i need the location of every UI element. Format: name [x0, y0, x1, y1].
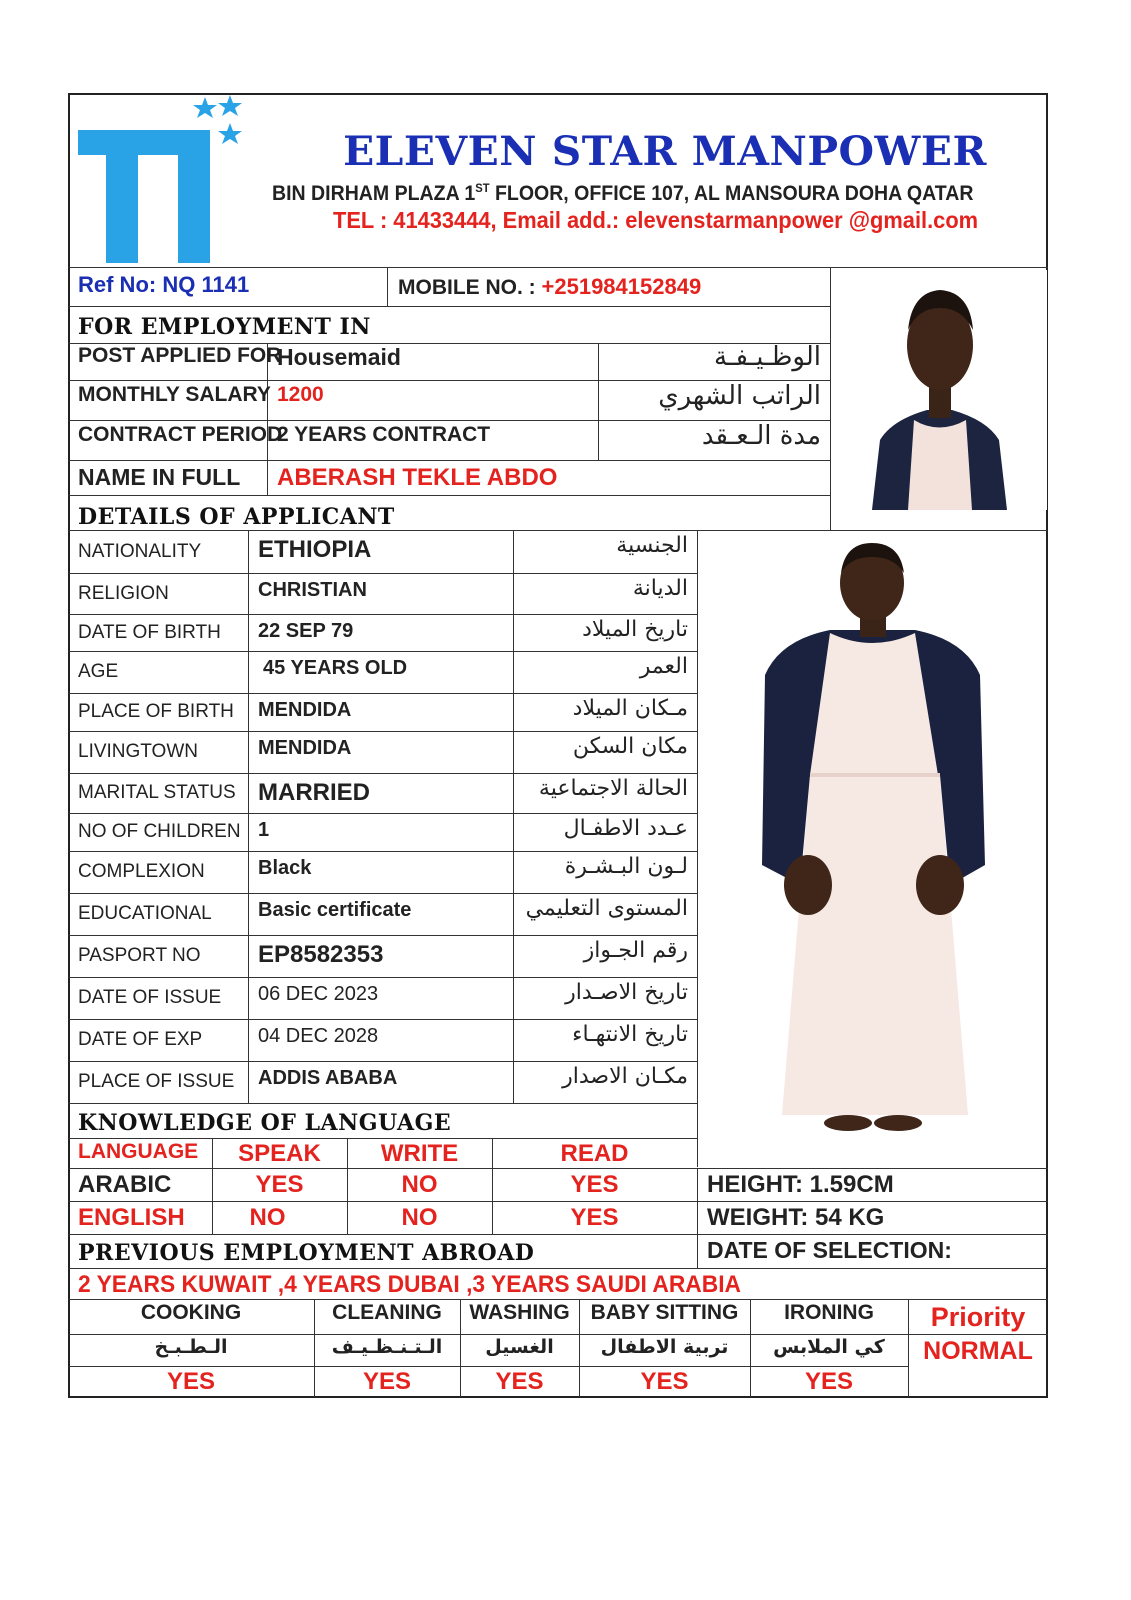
divider	[68, 1201, 1048, 1202]
arabic-read: YES	[570, 1171, 619, 1198]
detail-arabic-label: مكـان الاصدار	[562, 1064, 688, 1089]
detail-value: MENDIDA	[258, 699, 352, 721]
divider	[68, 1019, 697, 1020]
divider	[830, 268, 831, 530]
detail-label: PASPORT NO	[78, 945, 201, 966]
divider	[68, 614, 697, 615]
detail-value: ETHIOPIA	[258, 536, 372, 563]
detail-label: AGE	[78, 661, 119, 682]
company-logo	[78, 95, 253, 265]
name-label: NAME IN FULL	[78, 464, 241, 490]
detail-label: COMPLEXION	[78, 861, 205, 882]
detail-arabic-label: لـون البـشـرة	[564, 854, 688, 879]
company-contact: TEL : 41433444, Email add.: elevenstarmanpower @gmail.com	[333, 207, 979, 233]
detail-arabic-label: تاريخ الانتهـاء	[572, 1022, 688, 1047]
detail-label: EDUCATIONAL	[78, 903, 212, 924]
employment-value: 2 YEARS CONTRACT	[277, 423, 491, 446]
divider	[697, 1168, 698, 1268]
employment-value: Housemaid	[277, 344, 401, 370]
detail-value: 06 DEC 2023	[258, 983, 379, 1005]
employment-section-title: FOR EMPLOYMENT IN	[78, 314, 371, 340]
employment-arabic-label: مدة الـعـقد	[701, 421, 821, 451]
divider	[68, 1061, 697, 1062]
divider	[68, 851, 697, 852]
detail-value: MARRIED	[258, 779, 370, 806]
detail-arabic-label: رقم الجـواز	[583, 938, 688, 963]
divider	[68, 1366, 908, 1367]
skill-label: IRONING	[784, 1301, 874, 1324]
detail-value: 22 SEP 79	[258, 620, 354, 642]
name-value: ABERASH TEKLE ABDO	[277, 464, 558, 491]
detail-value: ADDIS ABABA	[258, 1067, 398, 1089]
speak-header: SPEAK	[238, 1140, 321, 1167]
skill-label: WASHING	[469, 1301, 570, 1324]
detail-arabic-label: المستوى التعليمي	[525, 896, 688, 921]
detail-label: MARITAL STATUS	[78, 782, 236, 803]
divider	[68, 1334, 1048, 1335]
detail-label: DATE OF EXP	[78, 1029, 203, 1050]
divider	[68, 935, 697, 936]
language-section-title: KNOWLEDGE OF LANGUAGE	[78, 1110, 452, 1136]
skill-arabic-label: تربية الاطفال	[600, 1336, 729, 1358]
divider	[387, 268, 388, 306]
divider	[68, 267, 1048, 268]
company-address: BIN DIRHAM PLAZA 1ST FLOOR, OFFICE 107, AL MANSOURA DOHA QATAR	[272, 181, 974, 205]
divider	[68, 1138, 697, 1139]
divider	[68, 773, 697, 774]
date-of-selection: DATE OF SELECTION:	[707, 1237, 952, 1263]
detail-label: LIVINGTOWN	[78, 741, 198, 762]
divider	[68, 530, 1048, 531]
skill-label: COOKING	[140, 1301, 242, 1324]
detail-value: CHRISTIAN	[258, 579, 367, 601]
detail-label: NO OF CHILDREN	[78, 821, 241, 842]
detail-label: DATE OF ISSUE	[78, 987, 222, 1008]
detail-arabic-label: العمر	[639, 654, 688, 679]
detail-value: MENDIDA	[258, 737, 352, 759]
divider	[68, 1168, 1048, 1169]
height-value: HEIGHT: 1.59CM	[707, 1171, 894, 1198]
detail-value: 1	[258, 819, 270, 841]
divider	[68, 693, 697, 694]
divider	[68, 1103, 697, 1104]
divider	[68, 1234, 1048, 1235]
divider	[68, 813, 697, 814]
skill-label: CLEANING	[332, 1301, 442, 1324]
skill-value: YES	[804, 1368, 854, 1395]
detail-arabic-label: عـدد الاطفـال	[563, 816, 688, 841]
write-header: WRITE	[380, 1140, 459, 1167]
divider	[68, 977, 697, 978]
previous-employment-title: PREVIOUS EMPLOYMENT ABROAD	[78, 1240, 535, 1266]
read-header: READ	[560, 1140, 629, 1167]
skill-arabic-label: الغسيل	[485, 1336, 554, 1358]
employment-label: POST APPLIED FOR	[78, 344, 282, 367]
employment-label: MONTHLY SALARY	[78, 383, 271, 406]
detail-value: EP8582353	[258, 941, 384, 968]
detail-label: RELIGION	[78, 582, 169, 604]
english-read: YES	[570, 1204, 619, 1231]
weight-value: WEIGHT: 54 KG	[707, 1204, 885, 1231]
priority-value: NORMAL	[923, 1337, 1033, 1365]
detail-value: Basic certificate	[258, 899, 412, 921]
detail-value: 45 YEARS OLD	[263, 657, 408, 679]
priority-label: Priority	[930, 1302, 1026, 1332]
details-section-title: DETAILS OF APPLICANT	[78, 504, 395, 530]
language-header: LANGUAGE	[78, 1140, 199, 1163]
ref-number: Ref No: NQ 1141	[78, 272, 250, 297]
english-write: NO	[401, 1204, 438, 1231]
divider	[68, 306, 830, 307]
employment-arabic-label: الراتب الشهري	[658, 381, 821, 411]
divider	[598, 343, 599, 460]
mobile-number: MOBILE NO. : +251984152849	[398, 274, 702, 299]
skill-arabic-label: الـتـنـظـيـف	[331, 1336, 443, 1358]
english-speak: NO	[249, 1204, 286, 1231]
detail-label: NATIONALITY	[78, 540, 202, 562]
divider	[68, 651, 697, 652]
previous-employment-value: 2 YEARS KUWAIT ,4 YEARS DUBAI ,3 YEARS SAUDI ARABIA	[78, 1271, 742, 1298]
skill-value: YES	[495, 1368, 544, 1395]
detail-arabic-label: تاريخ الميلاد	[582, 617, 688, 642]
divider	[697, 530, 698, 1167]
divider	[68, 893, 697, 894]
detail-label: PLACE OF ISSUE	[78, 1071, 235, 1092]
employment-value: 1200	[277, 383, 324, 406]
detail-arabic-label: الجنسية	[616, 533, 688, 558]
divider	[68, 1299, 1048, 1300]
arabic-write: NO	[401, 1171, 438, 1198]
skill-value: YES	[166, 1368, 216, 1395]
divider	[68, 460, 830, 461]
skill-label: BABY SITTING	[590, 1301, 739, 1324]
divider	[513, 530, 514, 1103]
detail-arabic-label: الديانة	[632, 576, 688, 601]
language-arabic: ARABIC	[78, 1171, 172, 1198]
divider	[248, 530, 249, 1103]
detail-value: Black	[258, 857, 312, 879]
skill-arabic-label: كي الملابس	[773, 1336, 885, 1358]
skill-arabic-label: الـطـبـخ	[154, 1336, 228, 1358]
detail-arabic-label: الحالة الاجتماعية	[538, 776, 688, 801]
divider	[68, 495, 830, 496]
detail-label: DATE OF BIRTH	[78, 621, 221, 643]
detail-arabic-label: تاريخ الاصـدار	[565, 980, 688, 1005]
arabic-speak: YES	[255, 1171, 304, 1198]
detail-arabic-label: مـكان الميلاد	[572, 696, 688, 721]
divider	[68, 573, 697, 574]
divider	[68, 731, 697, 732]
applicant-full-body-photo	[700, 535, 1045, 1165]
applicant-portrait-photo	[832, 270, 1047, 510]
divider	[68, 1268, 1048, 1269]
skill-value: YES	[362, 1368, 412, 1395]
detail-arabic-label: مكان السكن	[572, 734, 688, 759]
employment-label: CONTRACT PERIOD	[78, 423, 283, 446]
employment-arabic-label: الوظـيـفـة	[713, 342, 821, 372]
detail-label: PLACE OF BIRTH	[78, 701, 234, 722]
language-english: ENGLISH	[78, 1204, 185, 1231]
detail-value: 04 DEC 2028	[258, 1025, 379, 1047]
skill-value: YES	[640, 1368, 689, 1395]
company-name: ELEVEN STAR MANPOWER	[343, 128, 987, 175]
